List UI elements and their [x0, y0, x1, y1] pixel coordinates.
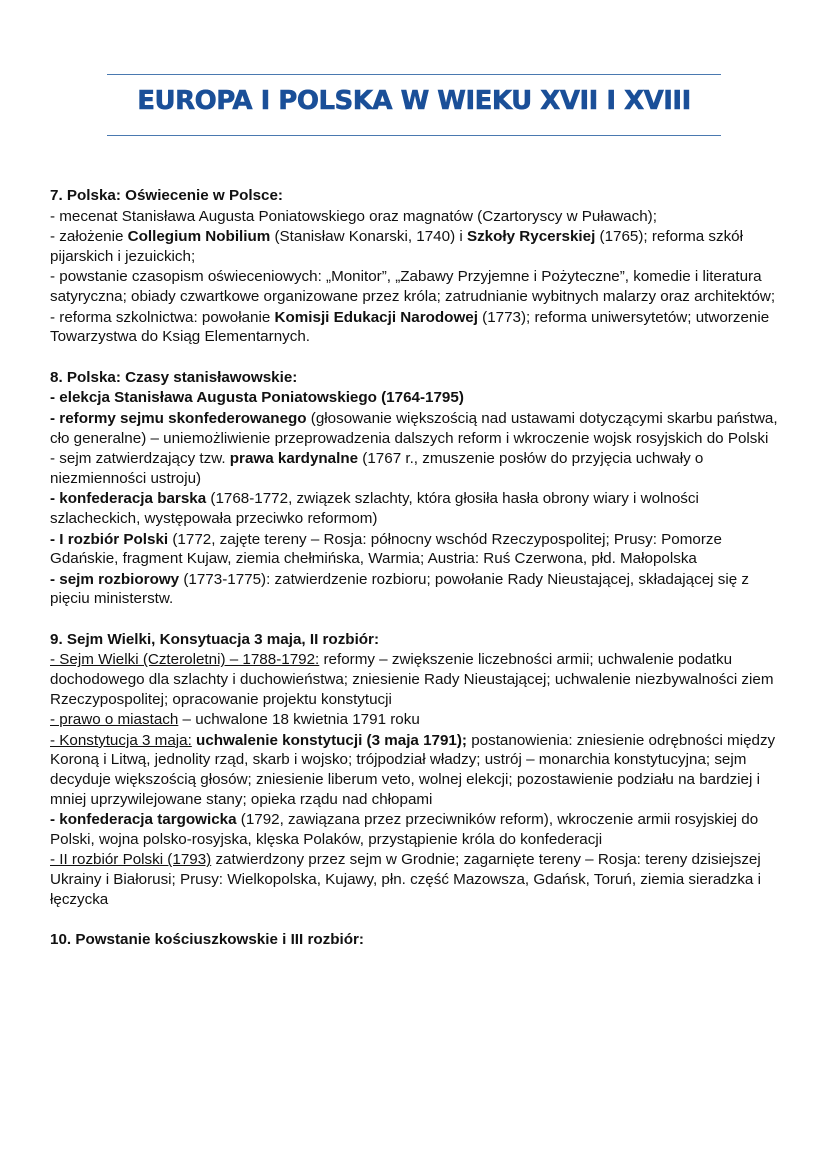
list-item — [50, 570, 782, 609]
section-heading: 10. Powstanie kościuszkowskie i III rozbiór: — [50, 931, 364, 949]
text-run: - założenie — [50, 228, 128, 246]
text-run: (1767 r., zmuszenie posłów do przyjęcia uchwały o niezmienności ustroju) — [50, 450, 704, 487]
text-run: (1773); reforma uniwersytetów; utworzenie Towarzystwa do Ksiąg Elementarnych. — [50, 308, 770, 346]
section-heading: 8. Polska: Czasy stanisławowskie: — [50, 368, 298, 386]
bold-text: Collegium Nobilium — [127, 228, 271, 246]
list-item — [50, 489, 782, 528]
title-bottom-rule — [107, 135, 721, 136]
list-item — [50, 227, 782, 266]
list-item — [50, 530, 782, 569]
list-item — [50, 308, 782, 347]
text-run: (1768-1772, związek szlachty, która głosiła hasła obrony wiary i wolności szlacheckich, występowała przeciwko reformom) — [50, 490, 699, 527]
bold-text: Szkoły Rycerskiej — [466, 228, 596, 246]
section — [50, 930, 782, 950]
text-run: - mecenat Stanisława Augusta Poniatowskiego oraz magnatów (Czartoryscy w Puławach); — [50, 207, 657, 225]
underlined-text: - prawo o miastach — [50, 711, 179, 729]
list-item — [50, 267, 782, 306]
text-run: zatwierdzony przez sejm w Grodnie; zagarnięte tereny – Rosja: tereny dzisiejszej Ukrainy i Białorusi; Prusy: Wielkopolska, Kujawy, płn. część Mazowsza, Gdańsk, Toruń, ziemia sieradzka i łęczycka — [50, 851, 761, 908]
bold-text: Komisji Edukacji Narodowej — [274, 308, 478, 326]
list-item — [50, 409, 782, 448]
section — [50, 368, 782, 609]
document-body — [50, 186, 782, 971]
list-item — [50, 388, 782, 408]
text-run: (1773-1775): zatwierdzenie rozbioru; powołanie Rady Nieustającej, składającej się z pięciu ministerstw. — [50, 570, 749, 608]
bold-text: - konfederacja barska — [50, 490, 207, 508]
text-run: - powstanie czasopism oświeceniowych: „Monitor”, „Zabawy Przyjemne i Pożyteczne”, komedie i literatura satyryczna; obiady czwartkowe organizowane przez króla; zatrudnianie wybitnych malarzy oraz architektów; — [50, 268, 776, 305]
underlined-text: - Konstytucja 3 maja: — [50, 731, 192, 749]
list-item — [50, 710, 782, 730]
list-item — [50, 731, 782, 809]
text-run: postanowienia: zniesienie odrębności między Koroną i Litwą, jednolity rząd, skarb i wojsko; trójpodział władzy; ustrój – monarchia konstytucyjna; sejm decyduje większością głosów; zniesienie liberum veto, wolnej elekcji; pozostawienie podziału na bardziej i mniej uprzywilejowane stany; opieka rządu nad chłopami — [50, 731, 776, 808]
section — [50, 186, 782, 347]
underlined-text: - II rozbiór Polski (1793) — [50, 851, 212, 869]
list-item — [50, 810, 782, 849]
bold-text: uchwalenie konstytucji (3 maja 1791); — [196, 731, 467, 749]
text-run: (1765); reforma szkół pijarskich i jezuickich; — [50, 228, 744, 265]
page-title: EUROPA I POLSKA W WIEKU XVII I XVIII — [137, 86, 691, 116]
bold-text: - elekcja Stanisława Augusta Poniatowskiego (1764-1795) — [50, 389, 464, 407]
list-item — [50, 650, 782, 709]
text-run: - sejm zatwierdzający tzw. — [50, 450, 230, 468]
section-heading: 7. Polska: Oświecenie w Polsce: — [50, 187, 283, 204]
text-run: (1792, zawiązana przez przeciwników reform), wkroczenie armii rosyjskiej do Polski, wojna polsko-rosyjska, klęska Polaków, przystąpienie króla do konfederacji — [50, 811, 759, 848]
title-top-rule — [107, 74, 721, 75]
text-run: (1772, zajęte tereny – Rosja: północny wschód Rzeczypospolitej; Prusy: Pomorze Gdańskie, fragment Kujaw, ziemia chełmińska, Warmia; Austria: Ruś Czerwona, płd. Małopolska — [50, 530, 722, 568]
list-item — [50, 207, 782, 227]
section — [50, 630, 782, 909]
text-run: (głosowanie większością nad ustawami dotyczącymi skarbu państwa, cło generalne) – uniemożliwienie przeprowadzenia dalszych reform i wkroczenie wojsk rosyjskich do Polski — [50, 409, 778, 447]
text-run: - reforma szkolnictwa: powołanie — [50, 308, 275, 326]
bold-text: - sejm rozbiorowy — [50, 570, 180, 588]
bold-text: prawa kardynalne — [229, 450, 359, 468]
list-item — [50, 850, 782, 909]
text-run: – uchwalone 18 kwietnia 1791 roku — [178, 711, 420, 729]
list-item — [50, 449, 782, 488]
bold-text: - reformy sejmu skonfederowanego — [50, 409, 307, 427]
text-run: reformy – zwiększenie liczebności armii; uchwalenie podatku dochodowego dla szlachty i duchowieństwa; zniesienie Rady Nieustającej; uchwalenie niezbywalności ziem Rzeczypospolitej; opracowanie projektu konstytucji — [50, 651, 774, 708]
bold-text: - konfederacja targowicka — [50, 811, 237, 829]
text-run: (Stanisław Konarski, 1740) i — [270, 228, 467, 246]
underlined-text: - Sejm Wielki (Czteroletni) – 1788-1792: — [50, 651, 320, 669]
bold-text: - I rozbiór Polski — [50, 530, 169, 548]
section-heading: 9. Sejm Wielki, Konsytuacja 3 maja, II rozbiór: — [50, 630, 380, 648]
